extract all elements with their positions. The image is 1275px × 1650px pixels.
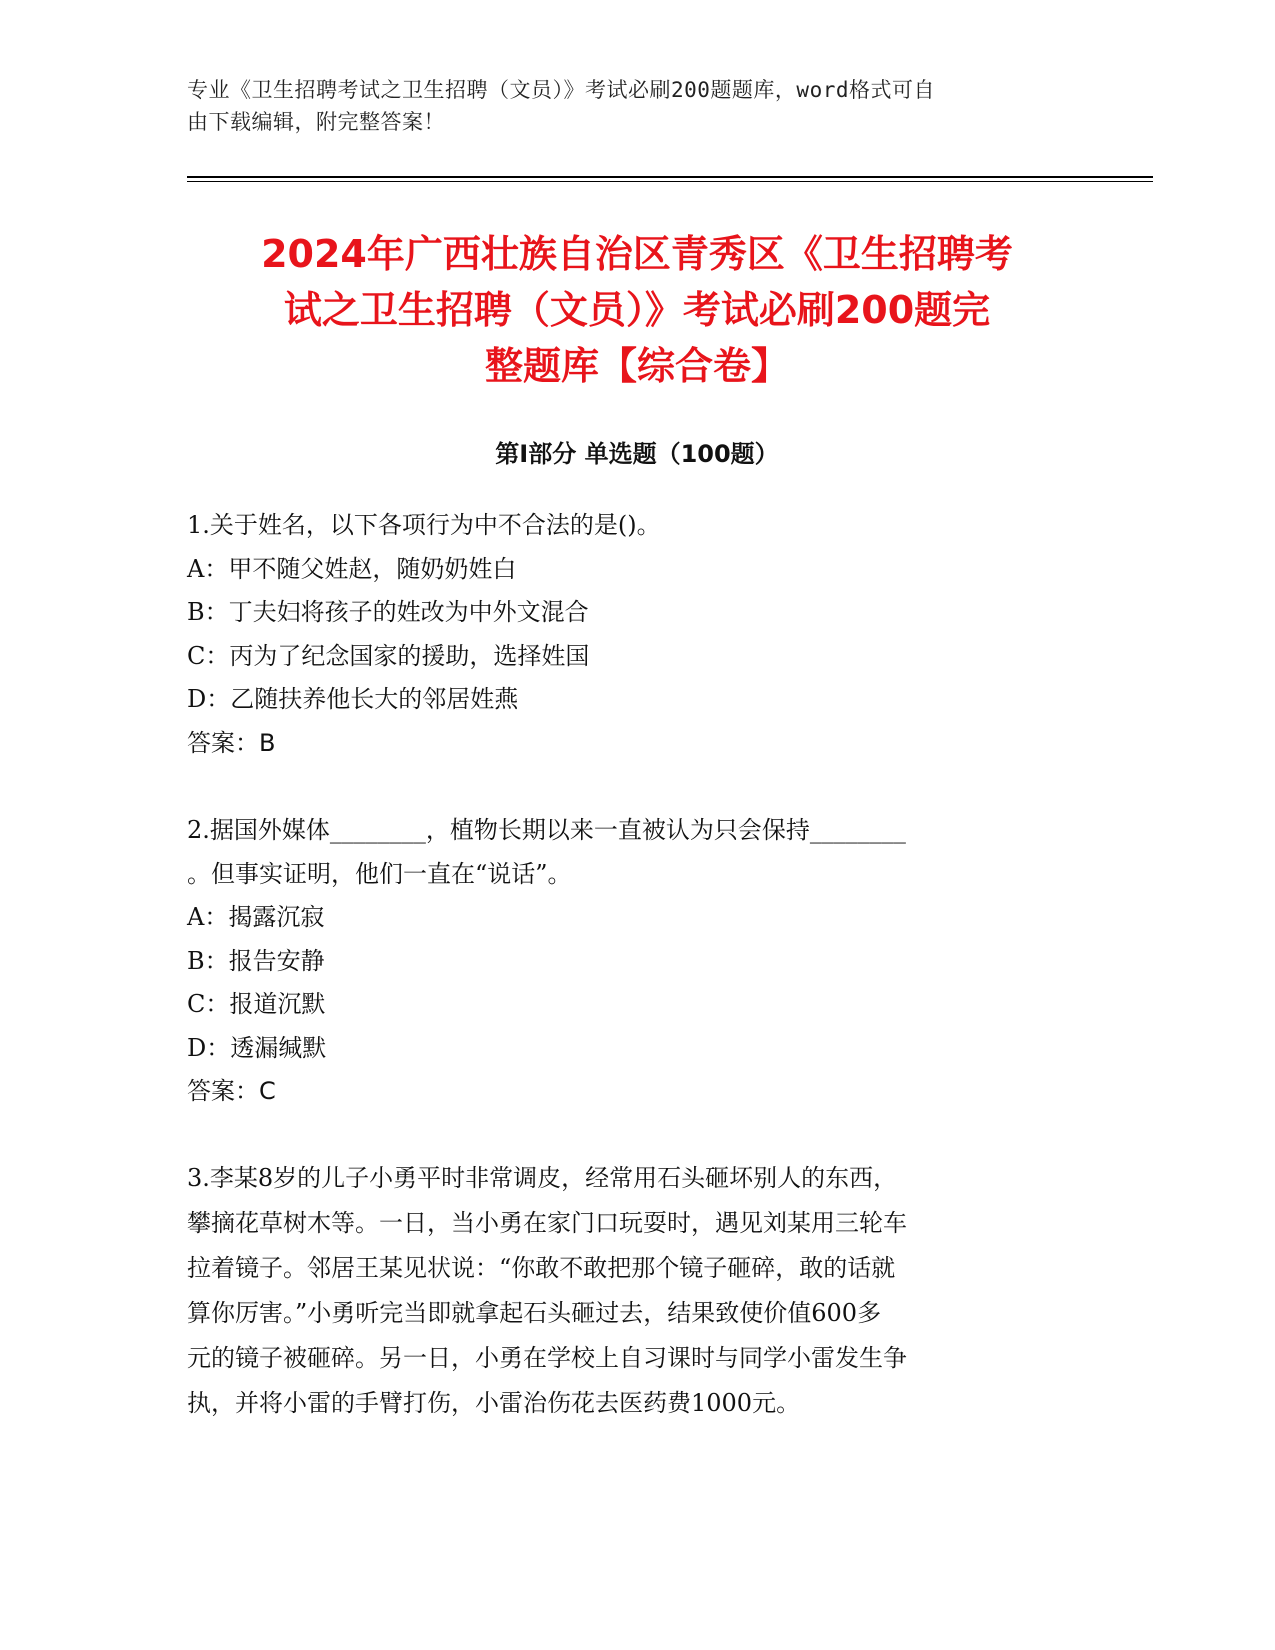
header-divider-thick	[187, 176, 1153, 178]
header-note-line-2: 由下载编辑，附完整答案！	[187, 110, 445, 134]
question-3-stem-line-4: 算你厉害。”小勇听完当即就拿起石头砸过去，结果致使价值600多	[187, 1299, 882, 1327]
question-3-stem-line-3: 拉着镜子。邻居王某见状说：“你敢不敢把那个镜子砸碎，敢的话就	[187, 1254, 896, 1282]
title-line-3: 整题库【综合卷】	[484, 344, 789, 388]
question-2-option-a: A：揭露沉寂	[187, 903, 325, 931]
question-2-option-c: C：报道沉默	[187, 990, 326, 1018]
question-2-stem-line-1: 2.据国外媒体________，植物长期以来一直被认为只会保持________	[187, 816, 906, 844]
question-1-option-a: A：甲不随父姓赵，随奶奶姓白	[187, 555, 517, 583]
question-2-option-b: B：报告安静	[187, 947, 325, 975]
question-1-option-c: C：丙为了纪念国家的援助，选择姓国	[187, 642, 590, 670]
document-title	[187, 226, 1087, 394]
question-3-stem-line-1: 3.李某8岁的儿子小勇平时非常调皮，经常用石头砸坏别人的东西，	[187, 1164, 898, 1192]
question-3-stem-line-2: 攀摘花草树木等。一日，当小勇在家门口玩耍时，遇见刘某用三轮车	[187, 1209, 907, 1237]
header-divider-thin	[187, 181, 1153, 182]
question-1-stem: 1.关于姓名，以下各项行为中不合法的是()。	[187, 511, 661, 539]
question-3-stem	[187, 1156, 1067, 1426]
question-3-stem-line-5: 元的镜子被砸碎。另一日，小勇在学校上自习课时与同学小雷发生争	[187, 1344, 907, 1372]
section-heading: 第Ⅰ部分 单选题（100题）	[495, 440, 779, 468]
question-1-option-d: D：乙随扶养他长大的邻居姓燕	[187, 685, 519, 713]
header-note	[187, 74, 1087, 138]
question-2-option-d: D：透漏缄默	[187, 1034, 327, 1062]
title-line-1: 2024年广西壮族自治区青秀区《卫生招聘考	[261, 232, 1013, 276]
question-1-answer: 答案：B	[187, 729, 276, 757]
header-note-line-1: 专业《卫生招聘考试之卫生招聘（文员）》考试必刷200题题库，word格式可自	[187, 78, 935, 102]
title-line-2: 试之卫生招聘（文员）》考试必刷200题完	[283, 288, 991, 332]
question-2-answer: 答案：C	[187, 1077, 276, 1105]
question-3-stem-line-6: 执，并将小雷的手臂打伤，小雷治伤花去医药费1000元。	[187, 1389, 801, 1417]
question-2-stem-line-2: 。但事实证明，他们一直在“说话”。	[187, 860, 572, 888]
question-1-option-b: B：丁夫妇将孩子的姓改为中外文混合	[187, 598, 589, 626]
